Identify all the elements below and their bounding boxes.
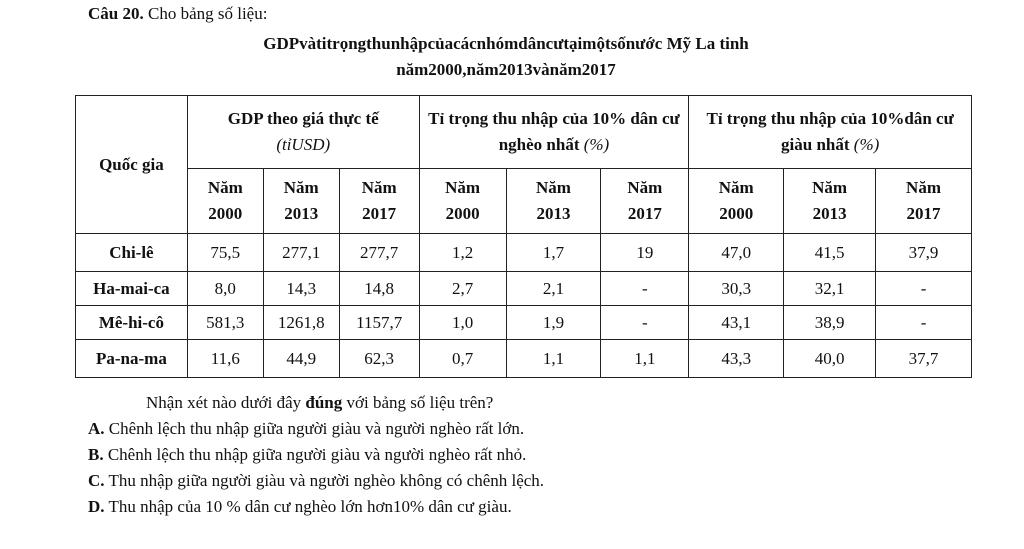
value-cell: 32,1	[784, 272, 876, 306]
prompt-emphasis: đúng	[305, 393, 343, 412]
value-cell: -	[876, 306, 972, 340]
table-body	[76, 234, 972, 378]
table-row	[76, 340, 972, 378]
year-prefix: Năm	[906, 178, 941, 197]
year-header	[506, 169, 601, 234]
value-cell: 0,7	[419, 340, 506, 378]
value-cell: 44,9	[263, 340, 339, 378]
group-title: Tỉ trọng thu nhập của 10% dân cư nghèo nhất	[428, 109, 680, 154]
table-row	[76, 234, 972, 272]
year-header	[784, 169, 876, 234]
year-prefix: Năm	[283, 178, 319, 197]
year-value: 2013	[284, 204, 319, 223]
value-cell: 43,1	[689, 306, 784, 340]
country-cell: Pa-na-ma	[76, 340, 188, 378]
year-header	[689, 169, 784, 234]
value-cell: 277,1	[263, 234, 339, 272]
value-cell: 37,9	[876, 234, 972, 272]
group-title: GDP theo giá thực tế	[227, 109, 379, 128]
year-prefix: Năm	[535, 178, 571, 197]
year-header	[876, 169, 972, 234]
value-cell: 8,0	[187, 272, 263, 306]
prompt-text-end: với bảng số liệu trên?	[346, 393, 494, 412]
value-cell: 75,5	[187, 234, 263, 272]
year-header	[601, 169, 689, 234]
year-value: 2013	[536, 204, 571, 223]
year-value: 2013	[812, 204, 847, 223]
country-cell: Chi-lê	[76, 234, 188, 272]
question-prompt	[146, 393, 493, 413]
question-title	[88, 4, 267, 24]
value-cell: 1,9	[506, 306, 601, 340]
value-cell: 2,7	[419, 272, 506, 306]
table-caption-line1: GDPvàtitrọngthunhậpcủacácnhómdâncưtạimộtsốnước Mỹ La tinh	[263, 34, 749, 53]
value-cell: 30,3	[689, 272, 784, 306]
value-cell: 14,3	[263, 272, 339, 306]
option-letter: C.	[88, 471, 105, 490]
value-cell: 62,3	[339, 340, 419, 378]
question-intro: Cho bảng số liệu:	[147, 4, 268, 23]
year-value: 2017	[362, 204, 397, 223]
year-prefix: Năm	[812, 178, 848, 197]
option-b[interactable]	[88, 442, 544, 468]
option-text: Chênh lệch thu nhập giữa người giàu và người nghèo rất lớn.	[108, 419, 525, 438]
country-header: Quốc gia	[76, 96, 188, 234]
year-header	[263, 169, 339, 234]
value-cell: 2,1	[506, 272, 601, 306]
year-prefix: Năm	[361, 178, 397, 197]
group-header-gdp	[187, 96, 419, 169]
year-header	[187, 169, 263, 234]
table-caption-line2: năm2000,năm2013vànăm2017	[396, 60, 616, 79]
value-cell: 1,1	[601, 340, 689, 378]
year-value: 2000	[719, 204, 754, 223]
value-cell: 1157,7	[339, 306, 419, 340]
option-letter: D.	[88, 497, 105, 516]
prompt-text: Nhận xét nào dưới đây	[146, 393, 302, 412]
value-cell: 14,8	[339, 272, 419, 306]
option-text: Thu nhập giữa người giàu và người nghèo không có chênh lệch.	[108, 471, 545, 490]
year-value: 2000	[208, 204, 243, 223]
value-cell: 41,5	[784, 234, 876, 272]
option-text: Chênh lệch thu nhập giữa người giàu và người nghèo rất nhỏ.	[107, 445, 527, 464]
option-text: Thu nhập của 10 % dân cư nghèo lớn hơn10% dân cư giàu.	[108, 497, 512, 516]
value-cell: 1261,8	[263, 306, 339, 340]
header-row-groups	[76, 96, 972, 169]
table-row	[76, 306, 972, 340]
value-cell: 43,3	[689, 340, 784, 378]
group-unit: (%)	[583, 135, 610, 154]
value-cell: 19	[601, 234, 689, 272]
value-cell: 38,9	[784, 306, 876, 340]
group-unit: (%)	[853, 135, 880, 154]
value-cell: -	[601, 306, 689, 340]
option-d[interactable]	[88, 494, 544, 520]
year-prefix: Năm	[207, 178, 243, 197]
question-number: Câu 20.	[88, 4, 144, 23]
table-row	[76, 272, 972, 306]
group-title: Tỉ trọng thu nhập của 10%dân cư giàu nhất	[706, 109, 954, 154]
year-header	[419, 169, 506, 234]
option-c[interactable]	[88, 468, 544, 494]
value-cell: 40,0	[784, 340, 876, 378]
year-header	[339, 169, 419, 234]
value-cell: 581,3	[187, 306, 263, 340]
data-table	[75, 95, 972, 378]
country-cell: Ha-mai-ca	[76, 272, 188, 306]
value-cell: 277,7	[339, 234, 419, 272]
header-row-years	[76, 169, 972, 234]
value-cell: 1,0	[419, 306, 506, 340]
year-prefix: Năm	[445, 178, 481, 197]
year-prefix: Năm	[718, 178, 754, 197]
year-value: 2017	[906, 204, 941, 223]
year-prefix: Năm	[627, 178, 663, 197]
value-cell: 1,7	[506, 234, 601, 272]
value-cell: -	[876, 272, 972, 306]
value-cell: 47,0	[689, 234, 784, 272]
value-cell: 11,6	[187, 340, 263, 378]
option-letter: B.	[88, 445, 104, 464]
country-cell: Mê-hi-cô	[76, 306, 188, 340]
value-cell: 1,1	[506, 340, 601, 378]
group-header-poorest	[419, 96, 689, 169]
answer-options	[88, 416, 544, 520]
group-header-richest	[689, 96, 972, 169]
value-cell: 37,7	[876, 340, 972, 378]
value-cell: -	[601, 272, 689, 306]
option-letter: A.	[88, 419, 105, 438]
group-unit: (tỉUSD)	[276, 135, 331, 154]
year-value: 2017	[627, 204, 662, 223]
year-value: 2000	[445, 204, 480, 223]
option-a[interactable]	[88, 416, 544, 442]
value-cell: 1,2	[419, 234, 506, 272]
